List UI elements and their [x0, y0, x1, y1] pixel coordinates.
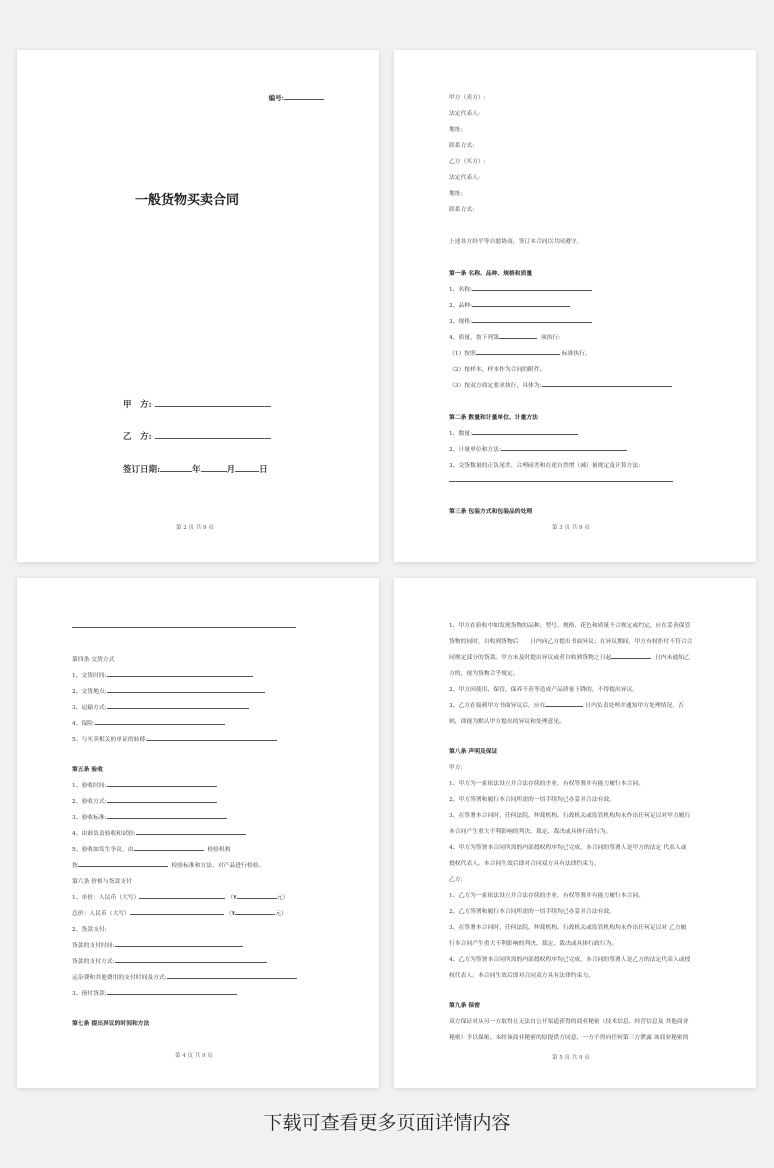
field-label: 按 — [72, 863, 78, 869]
section-heading: 第七条 提出异议的时间和方法 — [72, 1021, 150, 1027]
blank-line — [167, 977, 297, 979]
text-line: 乙方（买方）: — [449, 159, 486, 165]
field-label: 1、单价：人民币（大写） — [72, 895, 140, 901]
blank-line — [115, 945, 243, 947]
year-label: 年 — [192, 465, 201, 475]
field-label: 3、预付货款: — [72, 991, 107, 997]
section-heading: 第九条 保密 — [449, 1003, 481, 1009]
field-label: 3、乙方在接到甲方书面异议后，应在 — [449, 703, 546, 709]
text-line: 联系方式: — [449, 207, 475, 213]
text-line — [72, 892, 288, 901]
field-label: （3）按双方商定要求执行，具体为: — [449, 383, 542, 389]
blank-line — [201, 470, 227, 472]
text-line — [449, 478, 673, 484]
field-label: 1、数量: — [449, 431, 473, 437]
blank-line — [107, 801, 217, 803]
text-line — [449, 316, 592, 325]
blank-line — [284, 98, 324, 100]
text-line: 3、交货数量的正负尾差、合理磅差和在途自然增（减）量规定及计算方法: — [449, 463, 641, 469]
text-line — [449, 380, 672, 389]
party-a-field — [123, 398, 271, 410]
field-label: 检验机构 — [207, 847, 231, 853]
blank-line — [611, 657, 651, 659]
section-heading: 第五条 验收 — [72, 767, 104, 773]
blank-line — [95, 723, 225, 725]
party-a-label: 甲 方: — [123, 400, 152, 410]
text-line: 双方保证对从另一方取得且无法自公开渠道获得的商业秘密（技术信息、经营信息及 其他商业 — [449, 1019, 689, 1025]
blank-line — [472, 433, 578, 435]
text-line — [449, 700, 684, 709]
text-line — [449, 348, 591, 357]
contract-number — [269, 93, 324, 102]
field-label: 3、规格: — [449, 319, 473, 325]
text-line — [72, 812, 227, 821]
text-line — [449, 428, 578, 437]
text-line — [72, 796, 217, 805]
blank-line — [136, 833, 246, 835]
section-heading: 第一条 名称、品种、规格和质量 — [449, 271, 533, 277]
text-line — [449, 332, 560, 341]
sign-date-label: 签订日期: — [123, 465, 161, 475]
text-line — [72, 780, 217, 789]
blank-line — [115, 961, 267, 963]
text-line — [72, 718, 225, 727]
text-line: 本合同产生重大不利影响的判决、裁定、裁决或具体行政行为。 — [449, 829, 612, 835]
field-label: 2、计量单位和方法: — [449, 447, 502, 453]
section-heading: 第二条 数量和计量单位、计量方法 — [449, 415, 538, 421]
blank-line — [134, 849, 204, 851]
text-line: 3、在签署本合同时，任何法院、仲裁机构、行政机关或监管机构均未作出任何足以对甲方履行 — [449, 813, 691, 819]
blank-line — [476, 353, 560, 355]
field-label: 5、验收如发生争议，由 — [72, 847, 134, 853]
document-page-4 — [394, 578, 756, 1088]
field-label: 4、保险: — [72, 721, 96, 727]
text-line: 2、甲方签署和履行本合同所需的一切手续均已办妥并合法有效。 — [449, 797, 616, 803]
field-label: 1、验收时间: — [72, 783, 107, 789]
sign-date-field — [123, 463, 268, 475]
blank-line — [542, 385, 672, 387]
section-heading: 第八条 声明及保证 — [449, 749, 498, 755]
field-label: 日内负责处理并通知甲方处理情况，否 — [585, 703, 684, 709]
text-line: 3、在签署本合同时，任何法院、仲裁机构、行政机关或监管机构均未作出任何足以对 乙方履 — [449, 925, 687, 931]
text-line — [72, 860, 264, 869]
text-line: 2、甲方因使用、保管、保养不善等造成产品质量下降的，不得提出异议。 — [449, 687, 639, 693]
month-label: 月 — [226, 465, 236, 475]
blank-line — [72, 626, 296, 628]
text-line — [449, 652, 690, 661]
contract-number-label: 编号: — [268, 94, 284, 102]
blank-line — [155, 437, 271, 439]
party-b-field — [123, 430, 271, 442]
blank-line — [235, 913, 275, 915]
text-line: 4、甲方为签署本合同所需的内部授权程序均已完成，本合同的签署人是甲方的法定 代表人或 — [449, 845, 687, 851]
field-label: 运杂费和其他费用的支付时间及方式: — [72, 975, 167, 981]
blank-line — [107, 691, 265, 693]
text-line — [72, 734, 277, 743]
text-line — [449, 300, 570, 309]
field-label: 项执行: — [540, 335, 561, 341]
text-line: 1、乙方为一家依法设立并合法存续的企业，有权签署并有能力履行本合同。 — [449, 893, 644, 899]
document-title: 一般货物买卖合同 — [135, 193, 240, 208]
field-label: 4、质量，按下列第 — [449, 335, 500, 341]
text-line: 地址: — [449, 127, 463, 133]
text-line — [72, 670, 253, 679]
field-label: 2、品种: — [449, 303, 473, 309]
blank-line — [472, 305, 570, 307]
blank-line — [107, 675, 253, 677]
text-line — [72, 956, 267, 965]
field-label: 总价：人民币（大写） — [72, 911, 130, 917]
page-number: 第 5 页 共 9 页 — [552, 1055, 590, 1061]
blank-line — [545, 705, 583, 707]
blank-line — [237, 897, 277, 899]
field-label: 4、由谁负责验收和试验: — [72, 831, 136, 837]
blank-line — [472, 321, 592, 323]
text-line: 方的，视为货物合乎规定。 — [449, 671, 519, 677]
text-line: 则，即视为默认甲方提出的异议和处理意见。 — [449, 719, 565, 725]
blank-line — [147, 739, 277, 741]
text-line: 1、甲方在验收中如发现货物的品种、型号、规格、花色和质量不合规定或约定，应在妥善保管 — [449, 623, 691, 629]
text-line — [72, 908, 287, 917]
text-line: 权代表人。本合同生效后即对合同双方具有法律约束力。 — [449, 973, 594, 979]
field-label: 1、交货时间: — [72, 673, 107, 679]
field-label: （¥ — [227, 895, 237, 901]
page-number: 第 3 页 共 9 页 — [552, 525, 590, 531]
field-label: 元） — [276, 895, 289, 901]
blank-line — [235, 470, 259, 472]
field-label: 日内未通知乙 — [655, 655, 690, 661]
day-label: 日 — [259, 465, 268, 475]
text-line: 授权代表人。本合同生效后即对合同双方具有法律约束力。 — [449, 861, 600, 867]
field-label: 3、验收标准: — [72, 815, 107, 821]
field-label: 检验标准和方法，对产品进行检验。 — [171, 863, 265, 869]
field-label: 3、运输方式: — [72, 705, 107, 711]
field-label: （¥ — [225, 911, 236, 917]
document-page-cover — [17, 50, 379, 562]
text-line: 乙方: — [449, 877, 463, 883]
blank-line — [107, 993, 237, 995]
section-heading: 第三条 包装方式和包装品的处理 — [449, 509, 533, 515]
field-label: 5、与买卖相关的单证的转移: — [72, 737, 148, 743]
document-page-2 — [394, 50, 756, 562]
blank-line — [139, 897, 225, 899]
field-label: 2、验收方式: — [72, 799, 107, 805]
text-line — [72, 940, 243, 949]
field-label: （1）按照 — [449, 351, 476, 357]
document-page-3 — [17, 578, 379, 1088]
text-line: 2、货款支付: — [72, 927, 107, 933]
text-line: 法定代表人: — [449, 175, 480, 181]
download-caption: 下载可查看更多页面详情内容 — [263, 1112, 511, 1134]
text-line: 1、甲方为一家依法设立并合法存续的企业，有权签署并有能力履行本合同。 — [449, 781, 644, 787]
page-number: 第 4 页 共 9 页 — [175, 1053, 213, 1059]
text-line: 甲方: — [449, 765, 463, 771]
blank-line — [160, 470, 192, 472]
text-line: 4、乙方为签署本合同所需的内部授权程序均已完成，本合同的签署人是乙方的法定代表人或授 — [449, 957, 691, 963]
text-line — [72, 988, 237, 997]
blank-line — [78, 865, 168, 867]
text-line: 甲方（卖方）: — [449, 95, 486, 101]
text-line: 联系方式: — [449, 143, 475, 149]
party-b-label: 乙 方: — [123, 432, 152, 442]
page-number: 第 2 页 共 9 页 — [176, 525, 214, 531]
blank-line — [449, 480, 673, 482]
blank-line — [472, 289, 592, 291]
text-line — [72, 624, 296, 630]
text-line — [72, 844, 231, 853]
text-line: 货物的同时，自收到货物后 日内向乙方提出书面异议；在异议期间，甲方有权拒付不符合合 — [449, 639, 693, 645]
blank-line — [107, 817, 227, 819]
text-line: 2、乙方签署和履行本合同所需的一切手续均已办妥并合法有效。 — [449, 909, 616, 915]
text-line — [449, 284, 592, 293]
text-line — [449, 444, 627, 453]
field-label: 1、名称: — [449, 287, 473, 293]
section-heading: 第六条 价格与货款支付 — [72, 879, 132, 885]
field-label: 货款的支付时间: — [72, 943, 115, 949]
text-line: 法定代表人: — [449, 111, 480, 117]
blank-line — [501, 449, 627, 451]
text-line — [72, 686, 265, 695]
blank-line — [107, 785, 217, 787]
field-label: 元） — [275, 911, 287, 917]
text-line: 行本合同产生重大不利影响的判决、裁定、裁决或具体行政行为。 — [449, 941, 618, 947]
blank-line — [155, 405, 271, 407]
field-label: 2、交货地点: — [72, 689, 107, 695]
text-line: 上述各方经平等自愿协商，签订本合同以共同遵守。 — [449, 239, 583, 245]
blank-line — [130, 913, 224, 915]
text-line: 地址: — [449, 191, 463, 197]
blank-line — [499, 337, 537, 339]
field-label: 标准执行。 — [561, 351, 591, 357]
blank-line — [107, 707, 249, 709]
text-line: （2）按样本，样本作为合同的附件。 — [449, 367, 546, 373]
field-label: 货款的支付方式: — [72, 959, 115, 965]
text-line: 秘密）予以保密。未经该商业秘密的原提供方同意，一方不得向任何第三方泄露 该商业秘密的 — [449, 1035, 689, 1041]
field-label: 同规定部分的货款。甲方未及时提出异议或者自收到货物之日起 — [449, 655, 612, 661]
text-line — [72, 702, 249, 711]
text-line — [72, 828, 246, 837]
section-heading: 第四条 交货方式 — [72, 657, 115, 663]
text-line — [72, 972, 297, 981]
